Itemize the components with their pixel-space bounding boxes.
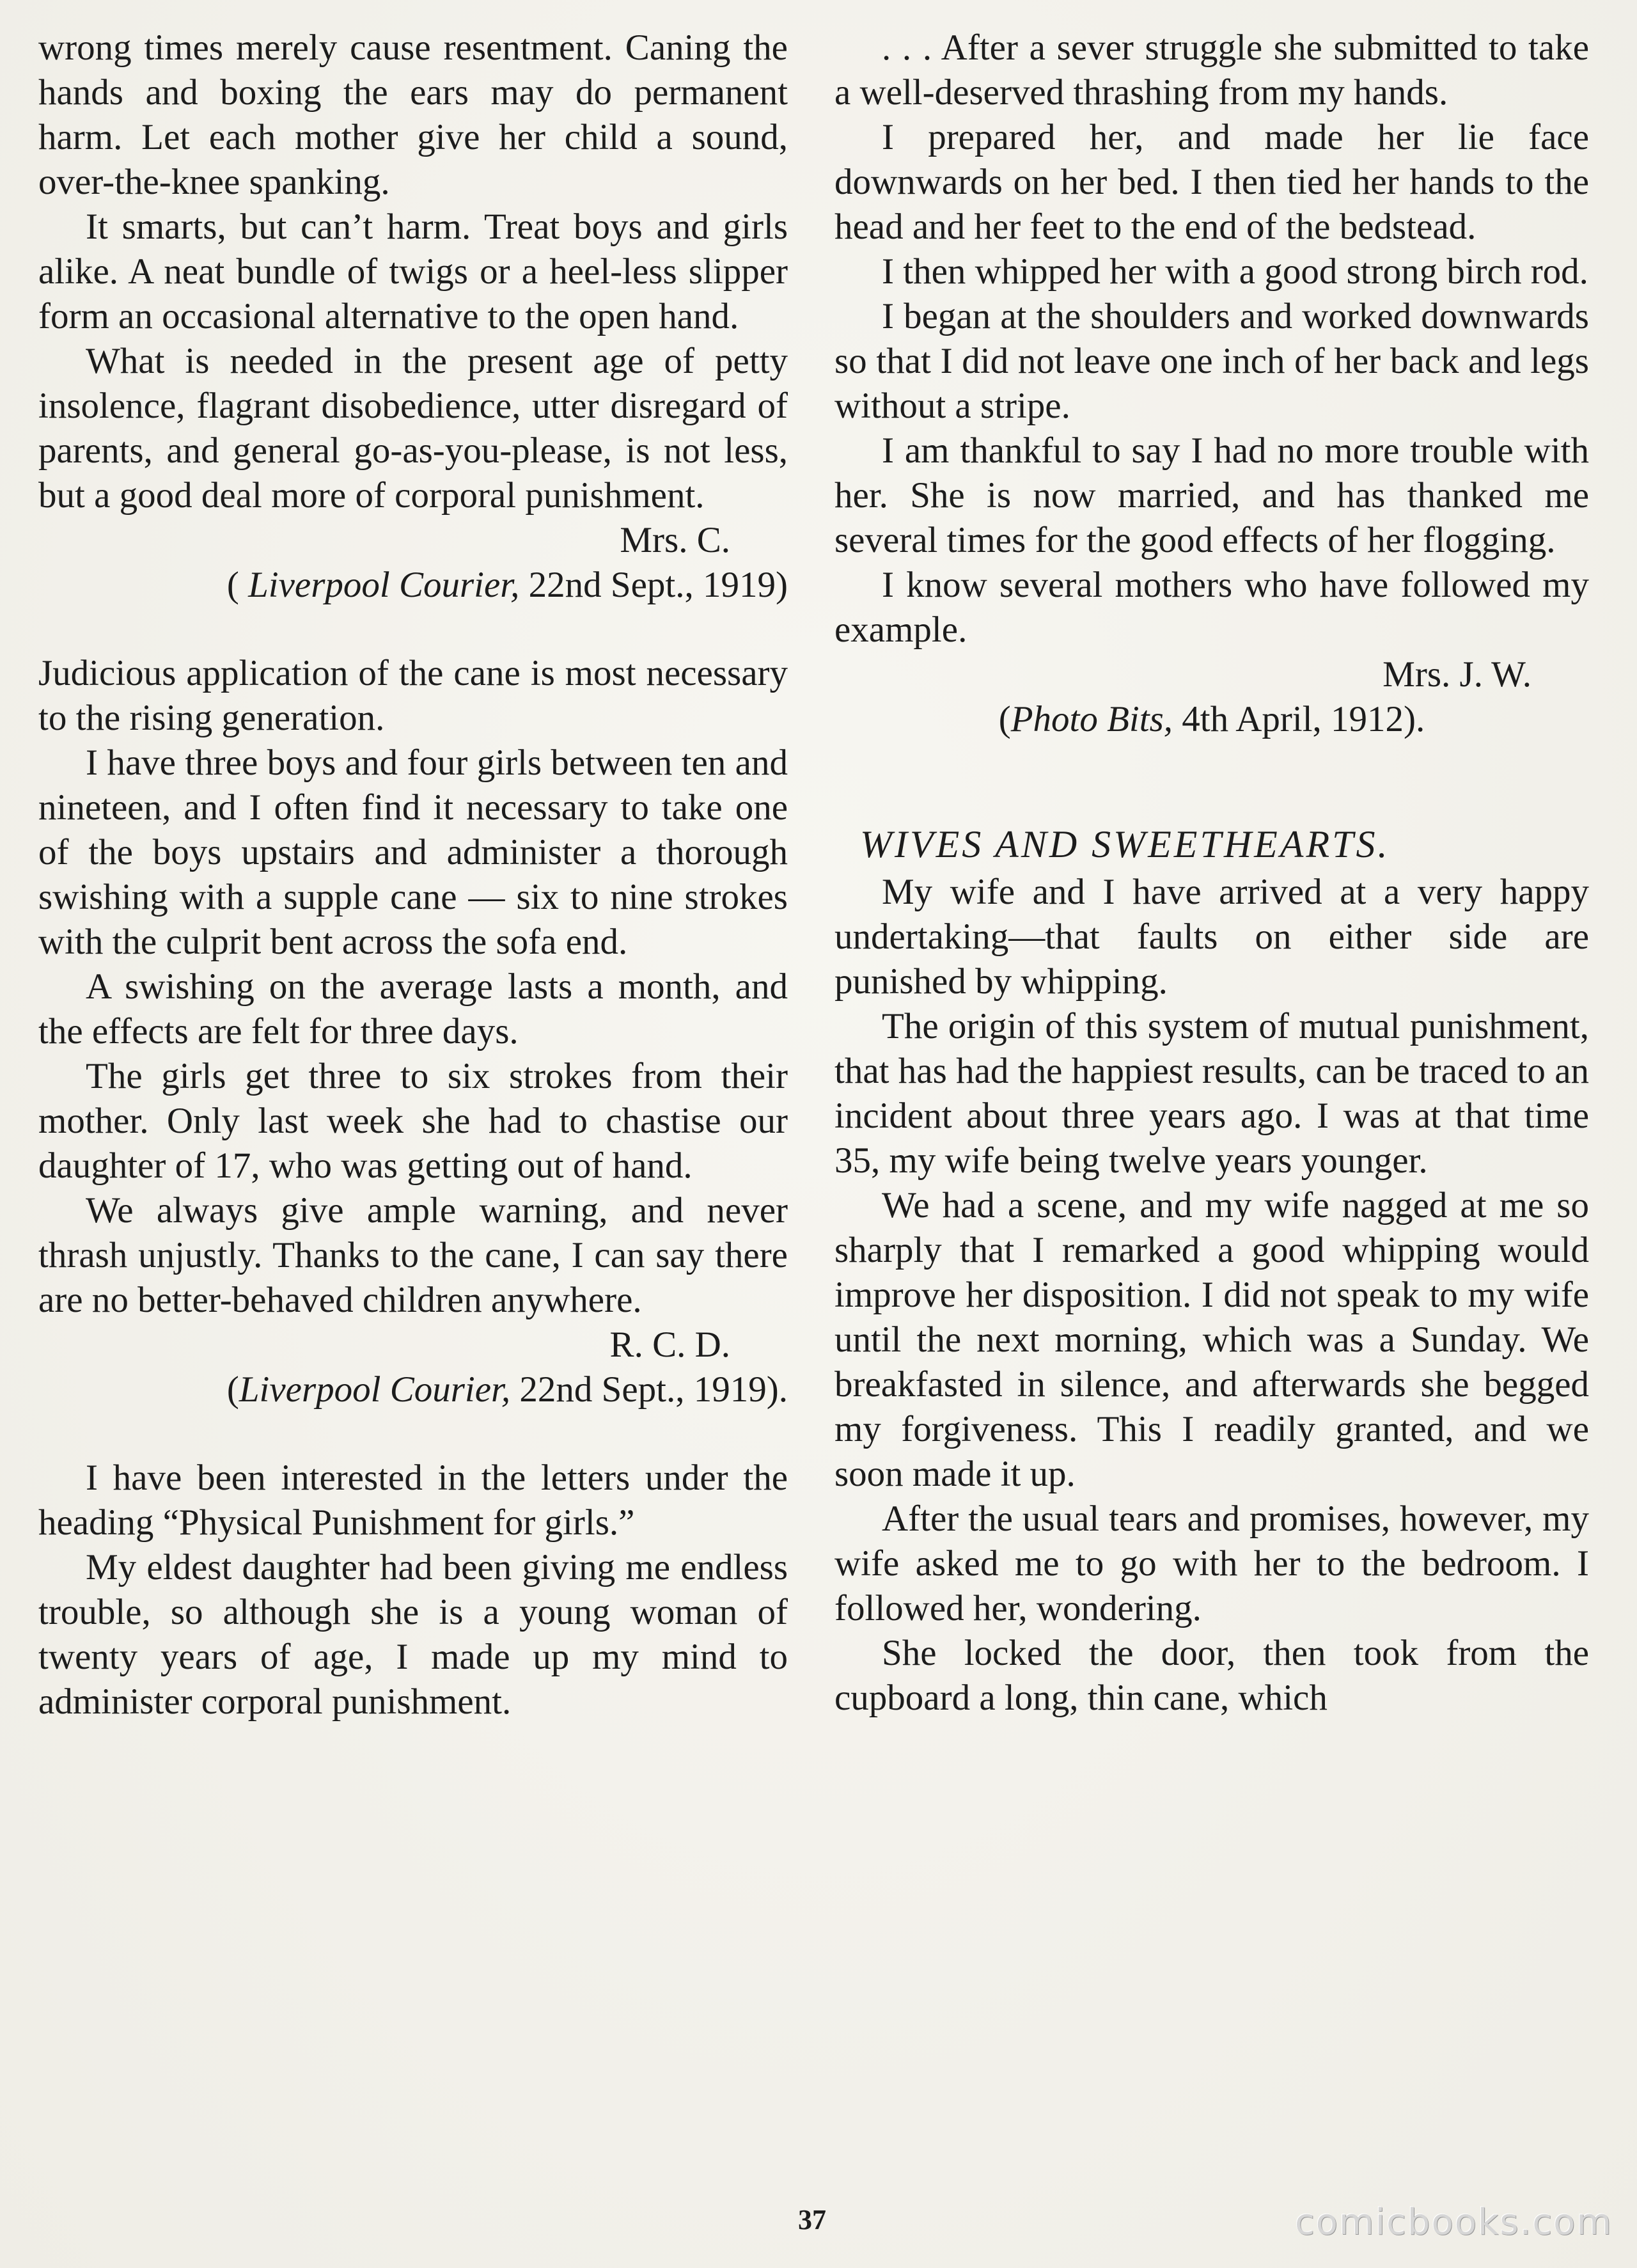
right-paragraph: I began at the shoulders and worked downwards so that I did not leave one inch of her back and legs without a stripe. bbox=[834, 296, 1589, 426]
right-paragraph: I prepared her, and made her lie face downwards on her bed. I then tied her hands to the head and her feet to the end of the bedstead. bbox=[834, 117, 1589, 247]
left-paragraph: We always give ample warning, and never thrash unjustly. Thanks to the cane, I can say there are no better-behaved children anywhere. bbox=[38, 1190, 788, 1320]
letter-source: (Photo Bits, 4th April, 1912). bbox=[998, 699, 1425, 739]
right-paragraph: She locked the door, then took from the cupboard a long, thin cane, which bbox=[834, 1633, 1589, 1718]
section-heading: WIVES AND SWEETHEARTS. bbox=[860, 823, 1390, 865]
left-paragraph: Judicious application of the cane is most necessary to the rising generation. bbox=[38, 653, 788, 738]
left-paragraph: It smarts, but can’t harm. Treat boys and girls alike. A neat bundle of twigs or a heel-less slipper form an occasional alternative to the open hand. bbox=[38, 207, 788, 336]
letter-source: ( Liverpool Courier, 22nd Sept., 1919) bbox=[226, 565, 788, 605]
left-column bbox=[38, 26, 788, 1724]
letter-source: (Liverpool Courier, 22nd Sept., 1919). bbox=[226, 1369, 788, 1410]
letter-signature: R. C. D. bbox=[609, 1325, 730, 1365]
left-paragraph: The girls get three to six strokes from their mother. Only last week she had to chastise our daughter of 17, who was getting out of hand. bbox=[38, 1056, 788, 1186]
letter-signature: Mrs. J. W. bbox=[1382, 654, 1531, 695]
right-paragraph: I am thankful to say I had no more trouble with her. She is now married, and has thanked me several times for the good effects of her flogging. bbox=[834, 430, 1589, 560]
left-paragraph: My eldest daughter had been giving me endless trouble, so although she is a young woman of twenty years of age, I made up my mind to administer corporal punishment. bbox=[38, 1547, 788, 1722]
right-paragraph: My wife and I have arrived at a very happy undertaking—that faults on either side are punished by whipping. bbox=[834, 872, 1589, 1002]
publication-name: Liverpool Courier, bbox=[248, 565, 520, 605]
right-paragraph: I then whipped her with a good strong birch rod. bbox=[882, 251, 1588, 292]
right-paragraph: After the usual tears and promises, however, my wife asked me to go with her to the bedroom. I followed her, wondering. bbox=[834, 1499, 1589, 1628]
left-paragraph: I have been interested in the letters under the heading “Physical Punishment for girls.” bbox=[38, 1458, 788, 1543]
publication-name: Liverpool Courier, bbox=[239, 1369, 511, 1410]
left-paragraph: What is needed in the present age of petty insolence, flagrant disobedience, utter disregard of parents, and general go-as-you-please, is not less, but a good deal more of corporal punishment. bbox=[38, 341, 788, 516]
page-number: 37 bbox=[798, 2204, 826, 2235]
left-paragraph: I have three boys and four girls between ten and nineteen, and I often find it necessary to take one of the boys upstairs and administer a thorough swishing with a supple cane — six to nine strokes with the culprit bent across the sofa end. bbox=[38, 743, 788, 962]
right-paragraph: . . . After a sever struggle she submitted to take a well-deserved thrashing from my hands. bbox=[834, 28, 1589, 113]
right-paragraph: The origin of this system of mutual punishment, that has had the happiest results, can be traced to an incident about three years ago. I was at that time 35, my wife being twelve years younger. bbox=[834, 1006, 1589, 1181]
publication-name: Photo Bits, bbox=[1010, 699, 1173, 739]
left-paragraph: wrong times merely cause resentment. Caning the hands and boxing the ears may do permanent harm. Let each mother give her child a sound, over-the-knee spanking. bbox=[38, 28, 788, 202]
left-paragraph: A swishing on the average lasts a month, and the effects are felt for three days. bbox=[38, 966, 788, 1051]
letter-signature: Mrs. C. bbox=[620, 520, 730, 560]
right-paragraph: We had a scene, and my wife nagged at me so sharply that I remarked a good whipping would improve her disposition. I did not speak to my wife until the next morning, which was a Sunday. We breakfasted in silence, and afterwards she begged my forgiveness. This I readily granted, and we soon made it up. bbox=[834, 1185, 1589, 1494]
right-paragraph: I know several mothers who have followed my example. bbox=[834, 565, 1589, 650]
watermark-logo: comicbooks.com bbox=[1294, 2201, 1613, 2243]
right-column bbox=[834, 26, 1589, 1721]
